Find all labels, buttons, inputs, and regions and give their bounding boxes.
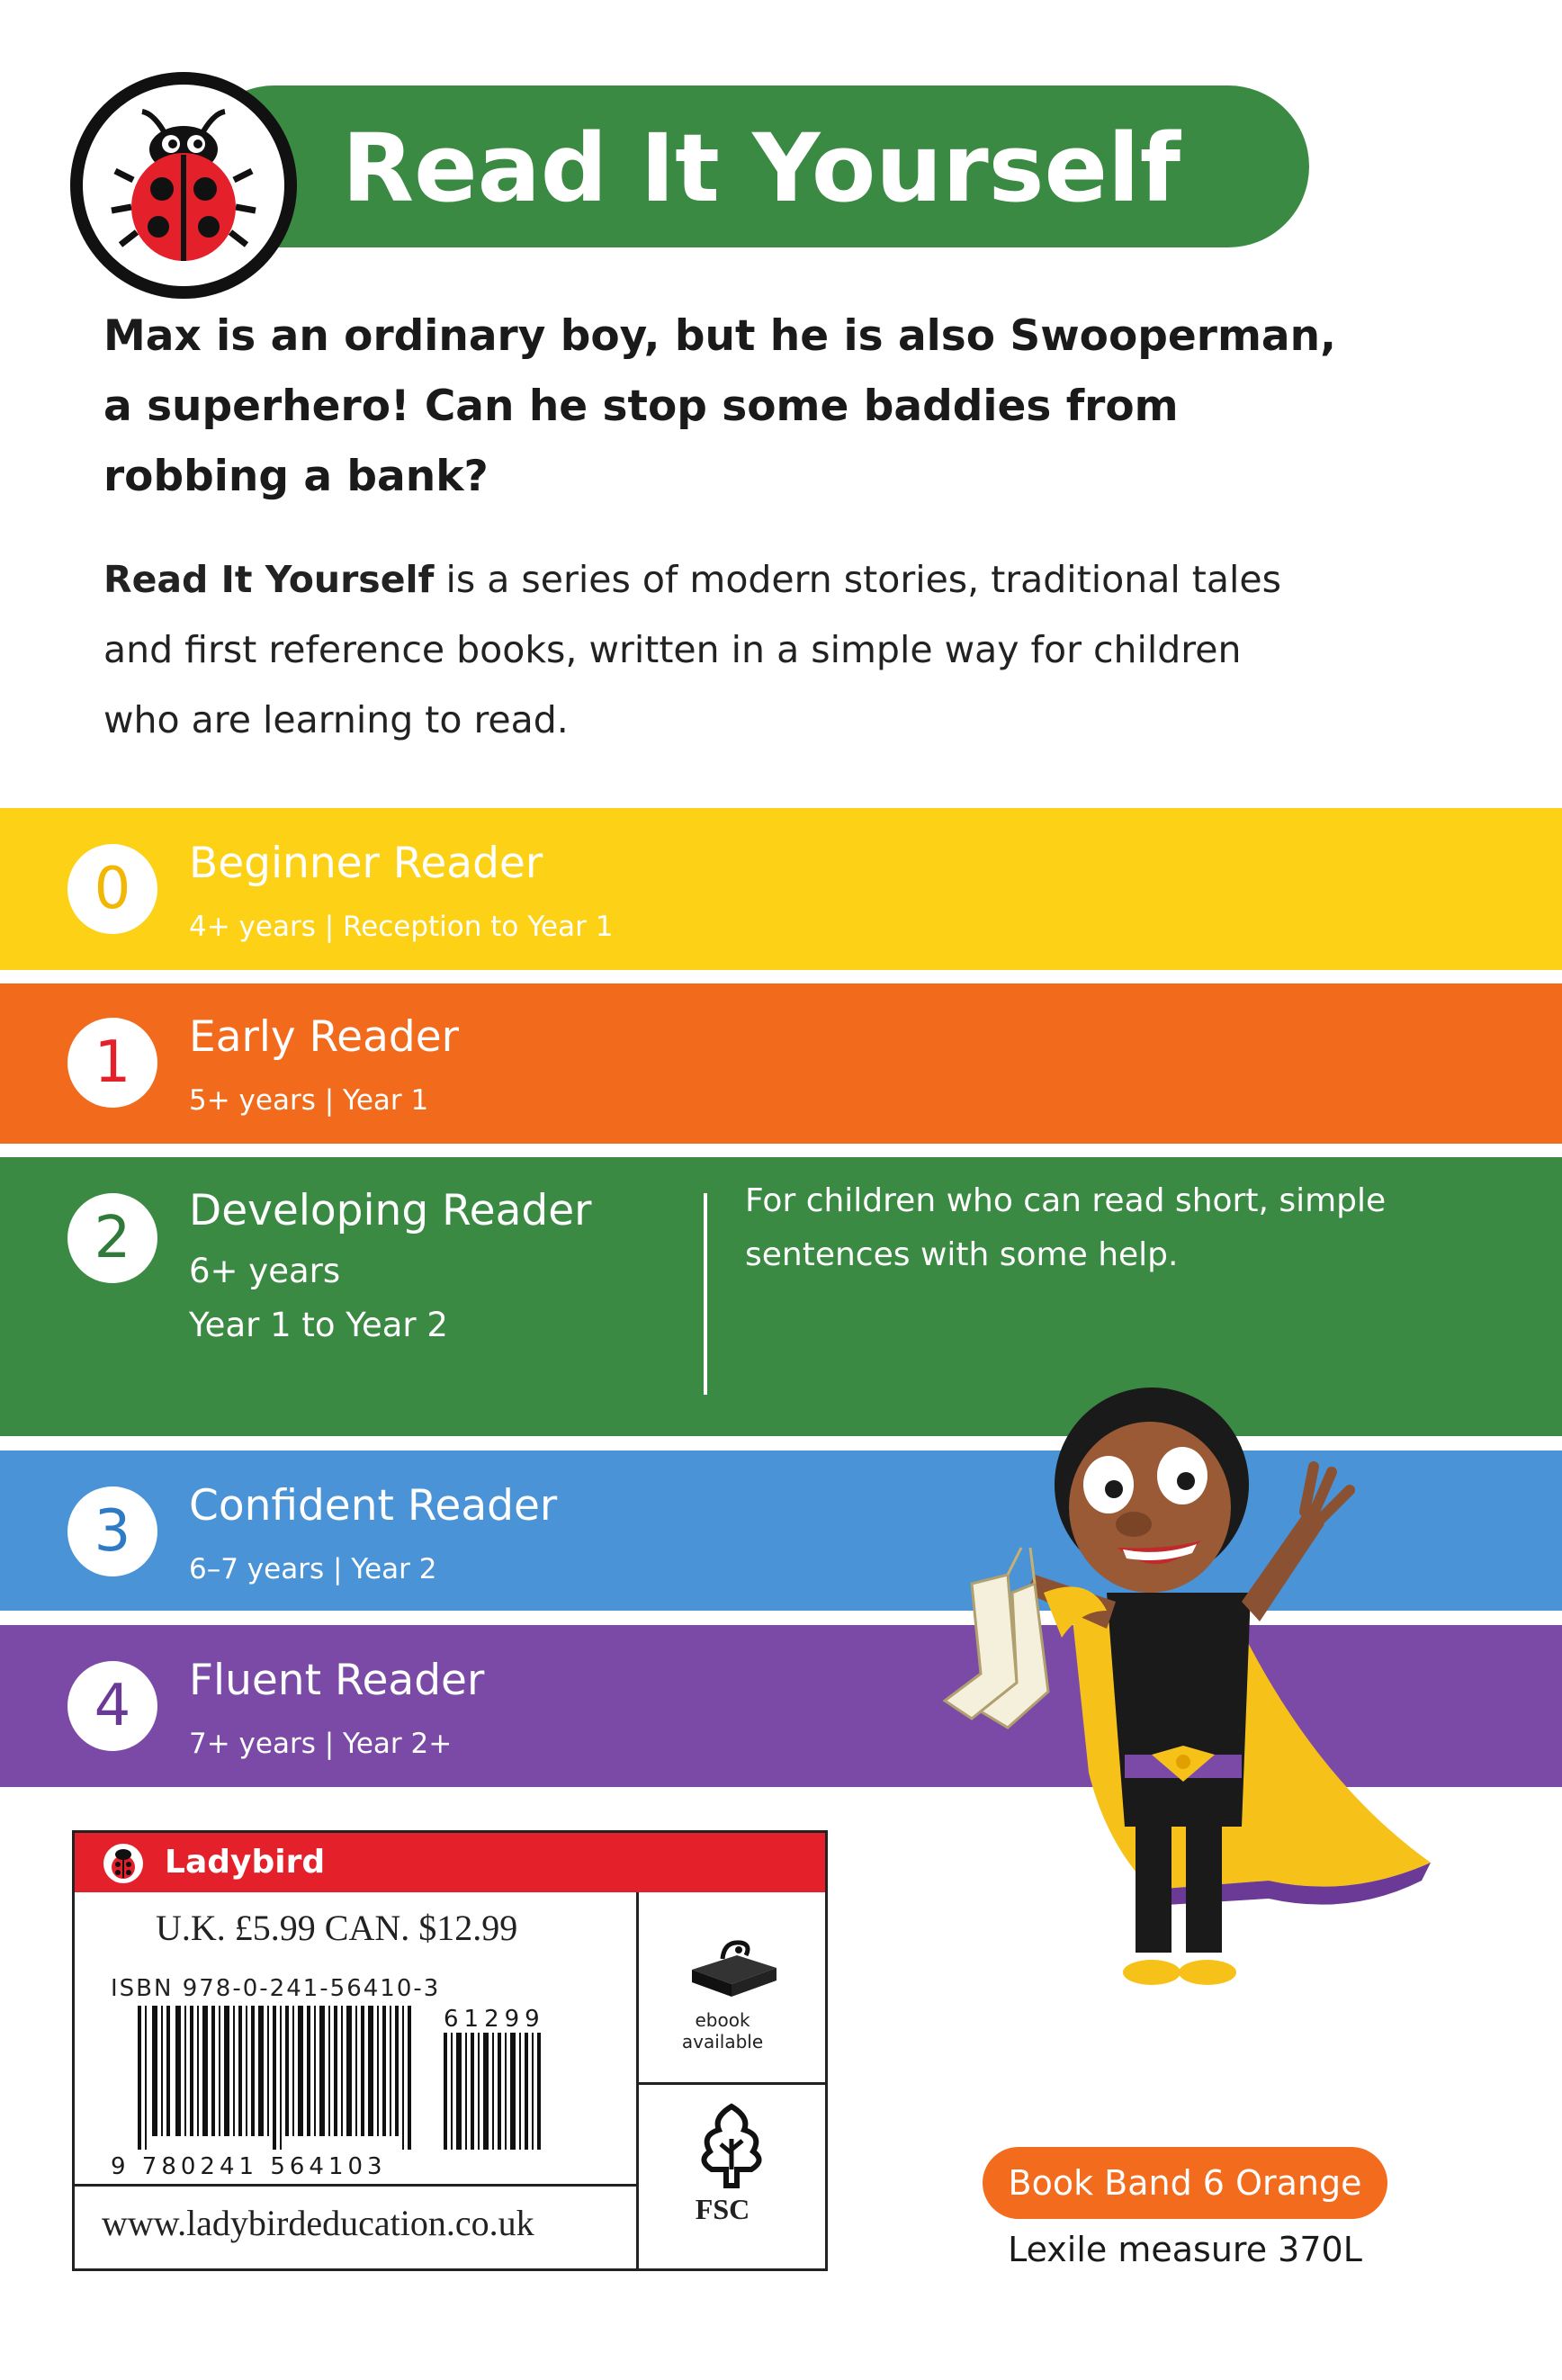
box-divider-horizontal — [75, 2184, 636, 2187]
series-description-line-1 — [103, 544, 1381, 615]
lexile-measure: Lexile measure 370L — [1008, 2230, 1362, 2269]
box-divider-right — [636, 2082, 825, 2085]
level-age: 6+ years — [189, 1252, 341, 1290]
website-url: www.ladybirdeducation.co.uk — [102, 2203, 534, 2243]
level-description-line-1: For children who can read short, simple — [745, 1182, 1387, 1219]
fsc-tree-icon — [687, 2099, 777, 2189]
price-barcode-box — [72, 1830, 828, 2271]
level-number-badge: 3 — [67, 1486, 157, 1576]
level-title: Fluent Reader — [189, 1656, 485, 1705]
ebook-icon — [683, 1934, 782, 2006]
blurb-line-2: a superhero! Can he stop some baddies from — [103, 382, 1179, 431]
swooperman-illustration — [882, 1305, 1458, 2007]
series-description-rest: is a series of modern stories, traditional tales — [434, 558, 1281, 601]
level-age: 4+ years | Reception to Year 1 — [189, 911, 614, 943]
ebook-label-line-2: available — [681, 2031, 764, 2052]
book-band-label: Book Band 6 Orange — [1008, 2163, 1362, 2203]
level-age: 7+ years | Year 2+ — [189, 1728, 453, 1760]
level-divider — [704, 1193, 707, 1395]
series-description-line-3: who are learning to read. — [103, 698, 569, 741]
blurb-line-1: Max is an ordinary boy, but he is also Swooperman, — [103, 311, 1336, 361]
level-age: 6–7 years | Year 2 — [189, 1553, 437, 1585]
isbn-text: ISBN 978-0-241-56410-3 — [111, 1975, 441, 2002]
series-name: Read It Yourself — [103, 558, 435, 601]
addon-digits: 61299 — [444, 2006, 545, 2033]
ladybird-logo — [70, 72, 297, 299]
level-band-1 — [0, 983, 1562, 1144]
blurb-line-3: robbing a bank? — [103, 452, 489, 501]
ebook-label-line-1: ebook — [695, 2009, 750, 2031]
level-number-badge: 1 — [67, 1018, 157, 1108]
level-age: 5+ years | Year 1 — [189, 1084, 429, 1117]
level-title: Confident Reader — [189, 1481, 558, 1531]
level-number-badge: 2 — [67, 1193, 157, 1283]
level-band-0 — [0, 808, 1562, 970]
ladybird-icon — [70, 72, 297, 299]
level-number-badge: 4 — [67, 1661, 157, 1751]
ebook-label — [633, 2009, 812, 2052]
level-title: Early Reader — [189, 1012, 459, 1062]
series-title: Read It Yourself — [342, 113, 1180, 223]
series-description-line-2: and first reference books, written in a simple way for children — [103, 628, 1242, 671]
fsc-label: FSC — [695, 2193, 750, 2225]
publisher-name: Ladybird — [165, 1844, 326, 1881]
barcode-digits: 9 780241 564103 — [111, 2153, 387, 2180]
level-title: Beginner Reader — [189, 839, 543, 888]
level-description-line-2: sentences with some help. — [745, 1236, 1179, 1273]
level-years: Year 1 to Year 2 — [189, 1306, 448, 1344]
ladybird-small-icon — [102, 1842, 145, 1885]
level-title: Developing Reader — [189, 1186, 592, 1235]
level-number-badge: 0 — [67, 844, 157, 934]
price-text: U.K. £5.99 CAN. $12.99 — [156, 1908, 518, 1948]
